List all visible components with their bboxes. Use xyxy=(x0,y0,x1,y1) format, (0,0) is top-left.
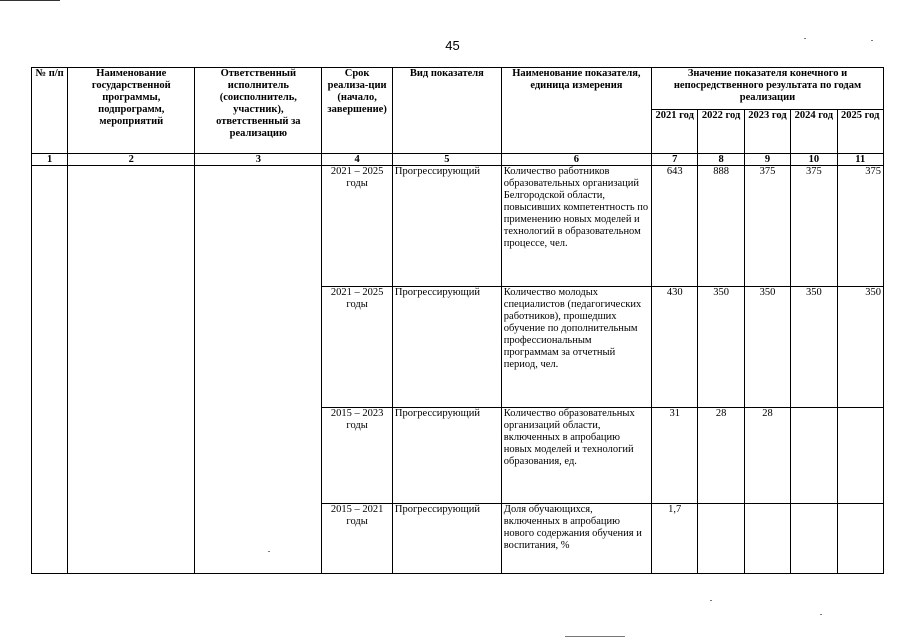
column-number: 1 xyxy=(32,154,68,166)
cell-program-name xyxy=(68,166,195,574)
top-edge-line xyxy=(0,0,60,1)
scan-speck xyxy=(565,636,625,637)
column-number: 5 xyxy=(392,154,501,166)
column-number: 10 xyxy=(791,154,837,166)
column-number: 6 xyxy=(501,154,651,166)
cell-number xyxy=(32,166,68,574)
cell-value xyxy=(791,408,837,504)
cell-indicator-name: Количество образовательных организаций области, включенных в апробацию новых моделей и технологий образования, ед. xyxy=(501,408,651,504)
cell-value: 350 xyxy=(744,287,790,408)
header-year: 2023 год xyxy=(744,110,790,154)
column-number-row xyxy=(32,154,884,166)
table-row xyxy=(32,166,884,287)
cell-indicator-name: Количество молодых специалистов (педагогических работников), прошедших обучение по дополнительным профессиональным программам за отчетный период, чел. xyxy=(501,287,651,408)
cell-value: 375 xyxy=(837,166,884,287)
cell-value xyxy=(837,504,884,574)
header-indicator-name: Наименование показателя, единица измерения xyxy=(501,68,651,154)
header-indicator-type: Вид показателя xyxy=(392,68,501,154)
header-year: 2021 год xyxy=(652,110,698,154)
cell-period: 2015 – 2021 годы xyxy=(322,504,393,574)
cell-value: 28 xyxy=(698,408,744,504)
header-executor: Ответственный исполнитель (соисполнитель, участник), ответственный за реализацию xyxy=(195,68,322,154)
indicators-table xyxy=(31,67,884,574)
column-number: 3 xyxy=(195,154,322,166)
cell-period: 2021 – 2025 годы xyxy=(322,287,393,408)
header-year: 2025 год xyxy=(837,110,884,154)
cell-value xyxy=(744,504,790,574)
column-number: 2 xyxy=(68,154,195,166)
cell-value: 350 xyxy=(837,287,884,408)
column-number: 8 xyxy=(698,154,744,166)
cell-value: 888 xyxy=(698,166,744,287)
cell-indicator-type: Прогрессирующий xyxy=(392,408,501,504)
cell-value xyxy=(698,504,744,574)
column-number: 11 xyxy=(837,154,884,166)
cell-value xyxy=(837,408,884,504)
cell-value: 350 xyxy=(698,287,744,408)
cell-value xyxy=(791,504,837,574)
cell-executor xyxy=(195,166,322,574)
cell-indicator-name: Доля обучающихся, включенных в апробацию нового содержания обучения и воспитания, % xyxy=(501,504,651,574)
cell-indicator-name: Количество работников образовательных организаций Белгородской области, повысивших компетентность по применению новых моделей и технологий в образовательном процессе, чел. xyxy=(501,166,651,287)
cell-value: 1,7 xyxy=(652,504,698,574)
scan-speck xyxy=(710,600,712,601)
cell-value: 350 xyxy=(791,287,837,408)
header-values-group: Значение показателя конечного и непосредственного результата по годам реализации xyxy=(652,68,884,110)
cell-value: 28 xyxy=(744,408,790,504)
header-year: 2024 год xyxy=(791,110,837,154)
cell-period: 2015 – 2023 годы xyxy=(322,408,393,504)
cell-value: 375 xyxy=(791,166,837,287)
column-number: 4 xyxy=(322,154,393,166)
column-number: 7 xyxy=(652,154,698,166)
header-program-name: Наименование государственной программы, подпрограмм, мероприятий xyxy=(68,68,195,154)
cell-value: 430 xyxy=(652,287,698,408)
cell-indicator-type: Прогрессирующий xyxy=(392,287,501,408)
scan-speck xyxy=(871,40,873,41)
header-period: Срок реализа-ции (начало, завершение) xyxy=(322,68,393,154)
header-year: 2022 год xyxy=(698,110,744,154)
cell-indicator-type: Прогрессирующий xyxy=(392,504,501,574)
column-number: 9 xyxy=(744,154,790,166)
scan-speck xyxy=(804,38,806,39)
cell-period: 2021 – 2025 годы xyxy=(322,166,393,287)
cell-value: 31 xyxy=(652,408,698,504)
cell-indicator-type: Прогрессирующий xyxy=(392,166,501,287)
cell-value: 643 xyxy=(652,166,698,287)
scan-speck xyxy=(820,614,822,615)
cell-value: 375 xyxy=(744,166,790,287)
scan-speck xyxy=(268,551,270,552)
page-number: 45 xyxy=(445,38,460,53)
header-number: № п/п xyxy=(32,68,68,154)
